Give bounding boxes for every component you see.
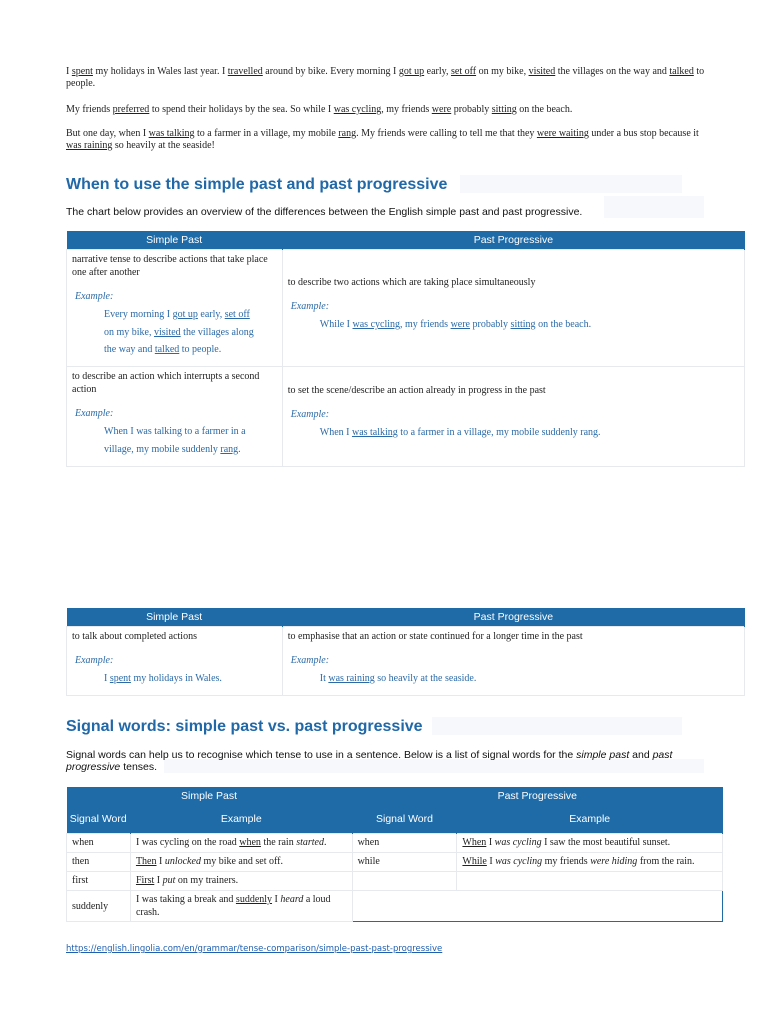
table-row <box>67 891 723 922</box>
text-run: on my bike, <box>104 326 154 338</box>
signal-word: then <box>67 853 131 872</box>
underlined-word: When <box>462 837 487 848</box>
text-run: around by bike. Every morning I <box>262 66 399 77</box>
underlined-word: set off <box>224 309 250 320</box>
underlined-word: talked <box>154 344 180 355</box>
intro-paragraph-2 <box>66 104 706 116</box>
rule-description: to describe an action which interrupts a second action <box>72 371 260 395</box>
underlined-word: Then <box>135 856 157 867</box>
subheader-example: Example <box>130 805 352 834</box>
underlined-word: when <box>239 837 261 848</box>
intro-paragraph-1 <box>66 66 706 90</box>
underlined-word: travelled <box>227 66 263 77</box>
signal-word: first <box>67 872 131 891</box>
text-run: to spend their holidays by the sea. So while I <box>149 104 334 115</box>
comparison-table-continued <box>66 608 745 696</box>
text-run: But one day, when I <box>66 128 149 139</box>
underlined-word: spent <box>109 673 131 684</box>
subheader-signal-word: Signal Word <box>67 805 131 834</box>
heading-highlight <box>432 717 682 735</box>
text-run: . <box>238 443 241 455</box>
signal-example <box>130 891 352 922</box>
text-run: Signal words can help us to recognise which tense to use in a sentence. Below is a list of signal words for the <box>66 749 577 761</box>
text-run: early, <box>424 66 451 77</box>
underlined-word: talked <box>669 66 694 77</box>
signal-example <box>457 834 723 853</box>
group-header-past-progressive: Past Progressive <box>352 787 722 805</box>
subheader-example: Example <box>457 805 723 834</box>
underlined-word: suddenly <box>235 894 273 905</box>
text-run: probably <box>451 104 492 115</box>
text-run: on my trainers. <box>175 875 239 886</box>
text-run: I <box>486 837 495 848</box>
underlined-word: preferred <box>112 104 150 115</box>
text-run: . <box>323 837 327 848</box>
column-header-past-progressive: Past Progressive <box>282 231 744 250</box>
underlined-word: sitting <box>510 319 536 330</box>
source-link[interactable]: https://english.lingolia.com/en/grammar/tense-comparison/simple-past-past-progressive <box>66 944 443 954</box>
underlined-word: got up <box>398 66 425 77</box>
table-cell <box>67 367 283 467</box>
text-run: tenses. <box>120 761 158 773</box>
text-run: to a farmer in a village, my mobile <box>194 128 339 139</box>
text-run: on the beach. <box>516 104 573 115</box>
example-sentence <box>283 667 744 688</box>
text-run: I <box>66 66 72 77</box>
text-run: When I was talking to a farmer in a village, my mobile suddenly <box>104 426 246 455</box>
text-run: a loud crash. <box>135 894 331 918</box>
empty-cell <box>352 891 722 922</box>
text-run: , my friends <box>400 319 451 330</box>
text-run: to people. <box>179 344 222 355</box>
example-sentence <box>283 313 744 334</box>
text-run: I <box>486 856 496 867</box>
underlined-word: was cycling <box>333 104 382 115</box>
example-label: Example: <box>290 655 330 666</box>
text-run: so heavily at the seaside! <box>112 140 215 151</box>
underlined-word: rang <box>220 443 239 455</box>
signal-example <box>457 872 723 891</box>
table-cell <box>67 250 283 367</box>
section-lead-text <box>66 749 706 773</box>
section-lead-text: The chart below provides an overview of the differences between the English simple past and past progressive. <box>66 206 583 218</box>
underlined-word: visited <box>528 66 556 77</box>
text-run: , my friends <box>381 104 432 115</box>
text-run: probably <box>470 319 511 330</box>
table-cell <box>282 367 744 467</box>
column-header-simple-past: Simple Past <box>67 608 283 627</box>
text-run: my bike and set off. <box>200 856 283 867</box>
italic-word: were hiding <box>590 856 638 867</box>
underlined-word: spent <box>71 66 93 77</box>
underlined-word: visited <box>154 326 181 338</box>
rule-description: to set the scene/describe an action already in progress in the past <box>287 385 546 396</box>
underlined-word: While <box>462 856 487 867</box>
text-run: I <box>156 856 165 867</box>
table-row <box>67 250 745 367</box>
text-run: on my bike, <box>476 66 529 77</box>
table-row <box>67 627 745 696</box>
signal-words-table <box>66 787 723 922</box>
text-run: early, <box>197 309 225 320</box>
text-run: on the beach. <box>535 319 592 330</box>
subheader-signal-word: Signal Word <box>352 805 457 834</box>
example-label: Example: <box>75 655 114 666</box>
text-run: I was taking a break and <box>135 894 236 905</box>
text-run: my holidays in Wales last year. I <box>92 66 228 77</box>
example-sentence <box>283 421 744 442</box>
table-row <box>67 872 723 891</box>
underlined-word: was raining <box>328 673 375 684</box>
rule-description: narrative tense to describe actions that take place one after another <box>72 254 268 278</box>
signal-word <box>352 872 457 891</box>
italic-word: heard <box>280 894 304 905</box>
section-heading-when-to-use: When to use the simple past and past progressive <box>66 176 448 193</box>
signal-word: while <box>352 853 457 872</box>
example-label: Example: <box>290 409 330 420</box>
table-row <box>67 853 723 872</box>
italic-word: past progressive <box>66 749 673 773</box>
underlined-word: were <box>431 104 452 115</box>
signal-word: when <box>67 834 131 853</box>
example-sentence <box>67 667 282 688</box>
text-run: I was cycling on the road <box>135 837 240 848</box>
text-run: to a farmer in a village, my mobile suddenly rang. <box>397 427 601 438</box>
rule-description: to emphasise that an action or state continued for a longer time in the past <box>287 631 583 642</box>
italic-word: was cycling <box>495 856 543 867</box>
text-run: It <box>319 673 329 684</box>
underlined-word: sitting <box>491 104 517 115</box>
italic-word: started <box>296 837 324 848</box>
text-run: I <box>272 894 281 905</box>
heading-highlight <box>460 175 682 193</box>
italic-word: unlocked <box>164 856 201 867</box>
underlined-word: got up <box>172 309 198 320</box>
text-run: When I <box>319 427 352 438</box>
intro-paragraph-3 <box>66 128 706 152</box>
table-cell <box>282 250 744 367</box>
underlined-word: was talking <box>148 128 195 139</box>
example-sentence <box>67 420 282 458</box>
underlined-word: set off <box>450 66 477 77</box>
table-row <box>67 834 723 853</box>
column-header-past-progressive: Past Progressive <box>282 608 744 627</box>
table-row <box>67 367 745 467</box>
text-run: my holidays in Wales. <box>130 673 222 684</box>
text-run: and <box>629 749 653 761</box>
text-run: the rain <box>260 837 297 848</box>
text-run: While I <box>319 319 353 330</box>
signal-word: when <box>352 834 457 853</box>
text-run: the villages along the way and <box>104 326 254 355</box>
signal-word: suddenly <box>67 891 131 922</box>
signal-example <box>130 872 352 891</box>
signal-example <box>130 834 352 853</box>
text-run: my friends <box>542 856 591 867</box>
example-label: Example: <box>75 291 114 302</box>
table-cell <box>282 627 744 696</box>
column-header-simple-past: Simple Past <box>67 231 283 250</box>
underlined-word: was cycling <box>352 319 401 330</box>
underlined-word: were <box>450 319 470 330</box>
text-run: under a bus stop because it <box>588 128 699 139</box>
lead-highlight <box>604 196 704 218</box>
underlined-word: were waiting <box>536 128 589 139</box>
rule-description: to describe two actions which are taking place simultaneously <box>287 277 536 288</box>
signal-example <box>130 853 352 872</box>
group-header-simple-past: Simple Past <box>67 787 353 805</box>
underlined-word: First <box>135 875 155 886</box>
example-sentence <box>67 303 282 359</box>
underlined-word: was talking <box>351 427 398 438</box>
example-label: Example: <box>290 301 330 312</box>
section-heading-signal-words: Signal words: simple past vs. past progressive <box>66 718 423 735</box>
signal-example <box>457 853 723 872</box>
underlined-word: was raining <box>66 140 113 151</box>
rule-description: to talk about completed actions <box>72 631 197 642</box>
text-run: Every morning I <box>104 309 173 320</box>
text-run: . My friends were calling to tell me that they <box>356 128 537 139</box>
text-run: I <box>154 875 163 886</box>
italic-word: was cycling <box>494 837 542 848</box>
comparison-table <box>66 231 745 467</box>
text-run: the villages on the way and <box>555 66 670 77</box>
italic-word: put <box>162 875 176 886</box>
text-run: from the rain. <box>637 856 695 867</box>
text-run: My friends <box>66 104 113 115</box>
text-run: so heavily at the seaside. <box>374 673 477 684</box>
table-cell <box>67 627 283 696</box>
text-run: I saw the most beautiful sunset. <box>541 837 671 848</box>
text-run: I <box>104 673 110 684</box>
italic-word: simple past <box>576 749 630 761</box>
text-run: to people. <box>66 66 705 89</box>
example-label: Example: <box>75 408 114 419</box>
underlined-word: rang <box>338 128 357 139</box>
